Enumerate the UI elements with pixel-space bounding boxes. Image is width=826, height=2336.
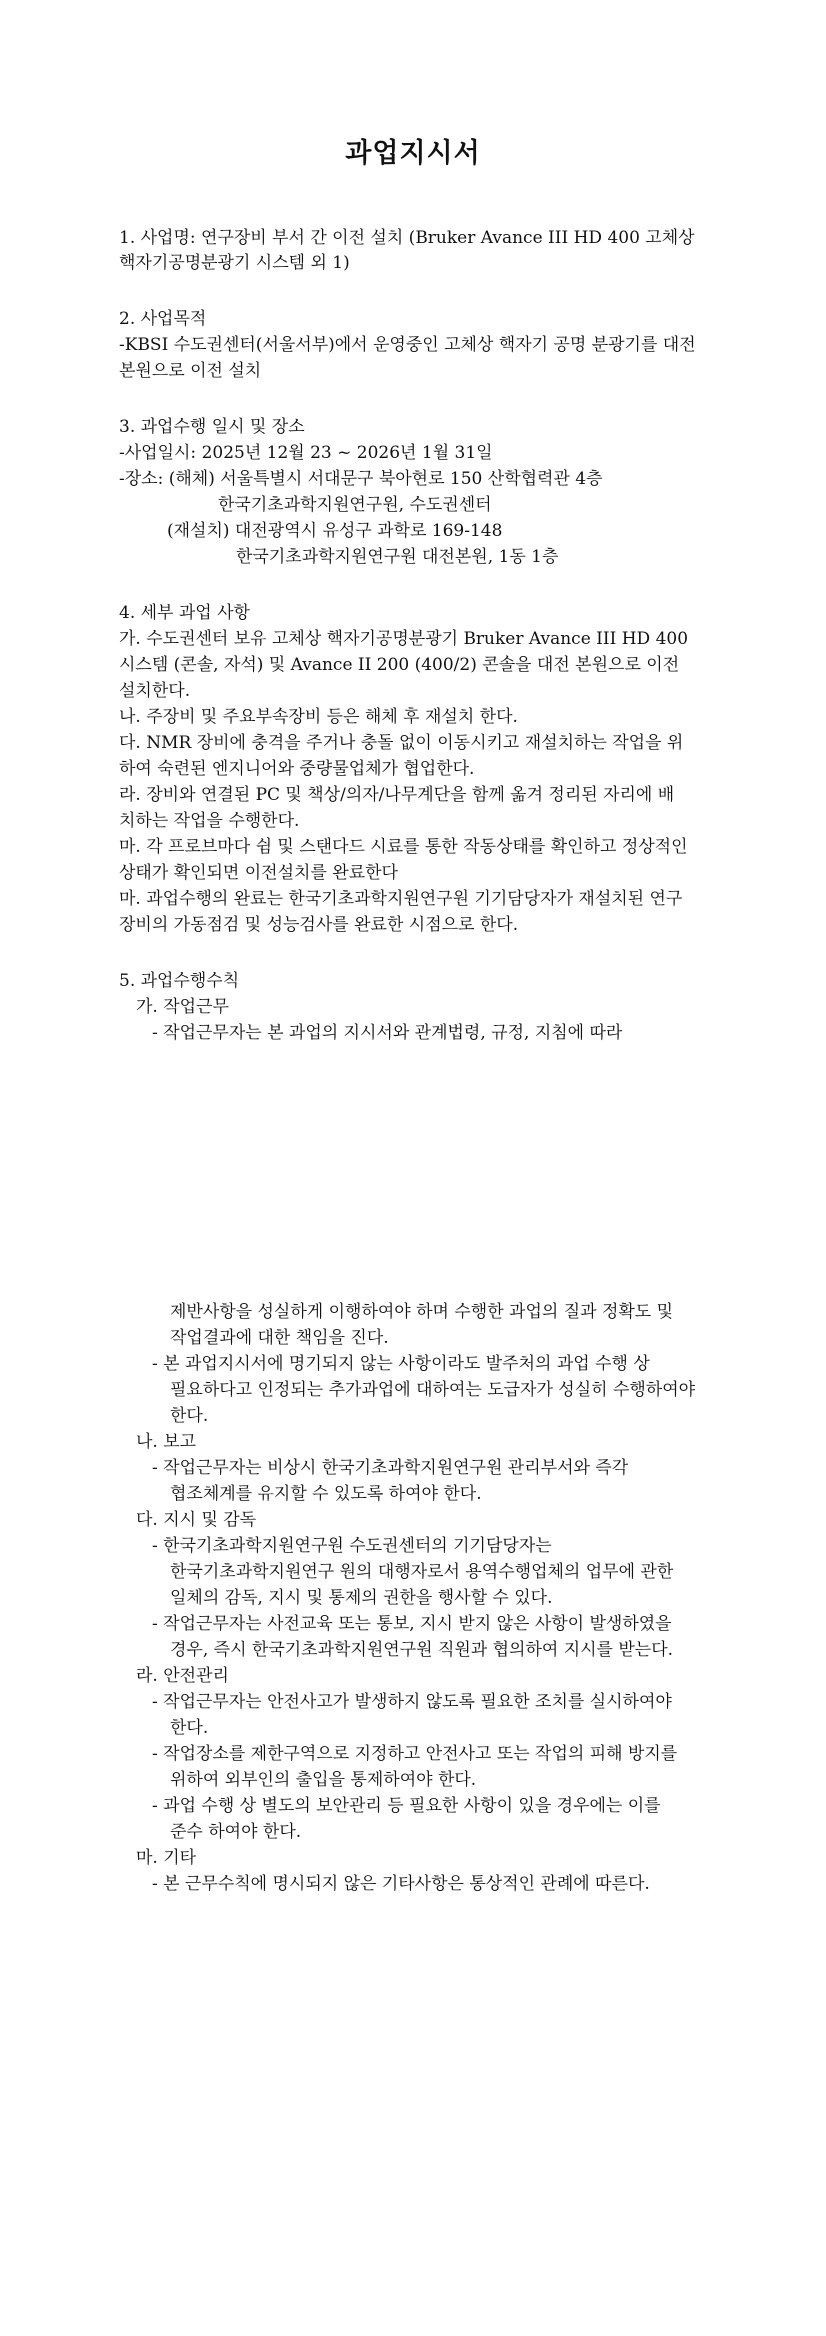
rule-da-item-2-line-1: - 작업근무자는 사전교육 또는 통보, 지시 받지 않은 사항이 발생하였을 bbox=[152, 1614, 672, 1634]
task-e-line-1: 마. 각 프로브마다 쉼 및 스탠다드 시료를 통한 작동상태를 확인하고 정상적인 bbox=[119, 837, 688, 857]
rule-ga-item-2-line-3: 한다. bbox=[170, 1406, 209, 1426]
rule-da-item-1-line-2: 한국기초과학지원연구 원의 대행자로서 용역수행업체의 업무에 관한 bbox=[170, 1562, 674, 1582]
rule-ga-item-2-line-2: 필요하다고 인정되는 추가과업에 대하여는 도급자가 성실히 수행하여야 bbox=[170, 1380, 696, 1400]
rule-ga-item-1-line-2: 제반사항을 성실하게 이행하여야 하며 수행한 과업의 질과 정확도 및 bbox=[170, 1302, 674, 1322]
place-line-4: 한국기초과학지원연구원 대전본원, 1동 1층 bbox=[236, 547, 559, 567]
purpose-line-1: -KBSI 수도권센터(서울서부)에서 운영중인 고체상 핵자기 공명 분광기를 대전 bbox=[119, 335, 696, 355]
rule-ra-item-2-line-1: - 작업장소를 제한구역으로 지정하고 안전사고 또는 작업의 피해 방지를 bbox=[152, 1744, 678, 1764]
task-a-line-3: 설치한다. bbox=[119, 681, 191, 701]
task-c-line-1: 다. NMR 장비에 충격을 주거나 충돌 없이 이동시키고 재설치하는 작업을 위 bbox=[119, 733, 684, 753]
task-b-line-1: 나. 주장비 및 주요부속장비 등은 해체 후 재설치 한다. bbox=[119, 707, 518, 727]
section-2-heading: 2. 사업목적 bbox=[119, 309, 207, 329]
task-d-line-2: 치하는 작업을 수행한다. bbox=[119, 811, 300, 831]
rule-ra-item-1-line-1: - 작업근무자는 안전사고가 발생하지 않도록 필요한 조치를 실시하여야 bbox=[152, 1692, 672, 1712]
rule-ra-item-1-line-2: 한다. bbox=[170, 1718, 209, 1738]
schedule-date: -사업일시: 2025년 12월 23 ~ 2026년 1월 31일 bbox=[119, 443, 493, 463]
business-name-line-1: 1. 사업명: 연구장비 부서 간 이전 설치 (Bruker Avance III HD 400 고체상 bbox=[119, 228, 695, 248]
rule-da-label: 다. 지시 및 감독 bbox=[136, 1510, 257, 1530]
rule-ra-item-2-line-2: 위하여 외부인의 출입을 통제하여야 한다. bbox=[170, 1770, 477, 1790]
document-title: 과업지시서 bbox=[345, 138, 481, 169]
purpose-line-2: 본원으로 이전 설치 bbox=[119, 361, 262, 381]
section-3-heading: 3. 과업수행 일시 및 장소 bbox=[119, 417, 305, 437]
rule-da-item-1-line-3: 일체의 감독, 지시 및 통제의 권한을 행사할 수 있다. bbox=[170, 1588, 553, 1608]
rule-ga-item-1-line-3: 작업결과에 대한 책임을 진다. bbox=[170, 1328, 389, 1348]
place-line-1: -장소: (해체) 서울특별시 서대문구 북아현로 150 산학협력관 4층 bbox=[119, 469, 603, 489]
task-a-line-2: 시스템 (콘솔, 자석) 및 Avance II 200 (400/2) 콘솔을 대전 본원으로 이전 bbox=[119, 655, 680, 675]
rule-ga-item-1-line-1: - 작업근무자는 본 과업의 지시서와 관계법령, 규정, 지침에 따라 bbox=[152, 1023, 623, 1043]
rule-ma-item-1-line-1: - 본 근무수칙에 명시되지 않은 기타사항은 통상적인 관례에 따른다. bbox=[152, 1874, 650, 1894]
task-f-line-2: 장비의 가동점검 및 성능검사를 완료한 시점으로 한다. bbox=[119, 915, 519, 935]
rule-na-item-1-line-1: - 작업근무자는 비상시 한국기초과학지원연구원 관리부서와 즉각 bbox=[152, 1458, 629, 1478]
rule-ra-item-3-line-1: - 과업 수행 상 별도의 보안관리 등 필요한 사항이 있을 경우에는 이를 bbox=[152, 1796, 661, 1816]
business-name-line-2: 핵자기공명분광기 시스템 외 1) bbox=[119, 253, 350, 273]
section-5-heading: 5. 과업수행수칙 bbox=[119, 971, 240, 991]
rule-da-item-1-line-1: - 한국기초과학지원연구원 수도권센터의 기기담당자는 bbox=[152, 1536, 552, 1556]
rule-ra-item-3-line-2: 준수 하여야 한다. bbox=[170, 1822, 302, 1842]
task-a-line-1: 가. 수도권센터 보유 고체상 핵자기공명분광기 Bruker Avance III HD 400 bbox=[119, 629, 689, 649]
rule-ga-label: 가. 작업근무 bbox=[136, 997, 229, 1017]
task-e-line-2: 상태가 확인되면 이전설치를 완료한다 bbox=[119, 863, 398, 883]
rule-na-label: 나. 보고 bbox=[136, 1432, 197, 1452]
rule-da-item-2-line-2: 경우, 즉시 한국기초과학지원연구원 직원과 협의하여 지시를 받는다. bbox=[170, 1640, 674, 1660]
rule-ga-item-2-line-1: - 본 과업지시서에 명기되지 않는 사항이라도 발주처의 과업 수행 상 bbox=[152, 1354, 650, 1374]
place-line-3: (재설치) 대전광역시 유성구 과학로 169-148 bbox=[167, 521, 503, 541]
task-d-line-1: 라. 장비와 연결된 PC 및 책상/의자/나무계단을 함께 옮겨 정리된 자리에 배 bbox=[119, 785, 675, 805]
rule-ra-label: 라. 안전관리 bbox=[136, 1666, 229, 1686]
place-line-2: 한국기초과학지원연구원, 수도권센터 bbox=[218, 495, 492, 515]
task-c-line-2: 하여 숙련된 엔지니어와 중량물업체가 협업한다. bbox=[119, 759, 475, 779]
task-f-line-1: 마. 과업수행의 완료는 한국기초과학지원연구원 기기담당자가 재설치된 연구 bbox=[119, 889, 683, 909]
section-4-heading: 4. 세부 과업 사항 bbox=[119, 603, 250, 623]
rule-ma-label: 마. 기타 bbox=[136, 1848, 197, 1868]
rule-na-item-1-line-2: 협조체계를 유지할 수 있도록 하여야 한다. bbox=[170, 1484, 482, 1504]
